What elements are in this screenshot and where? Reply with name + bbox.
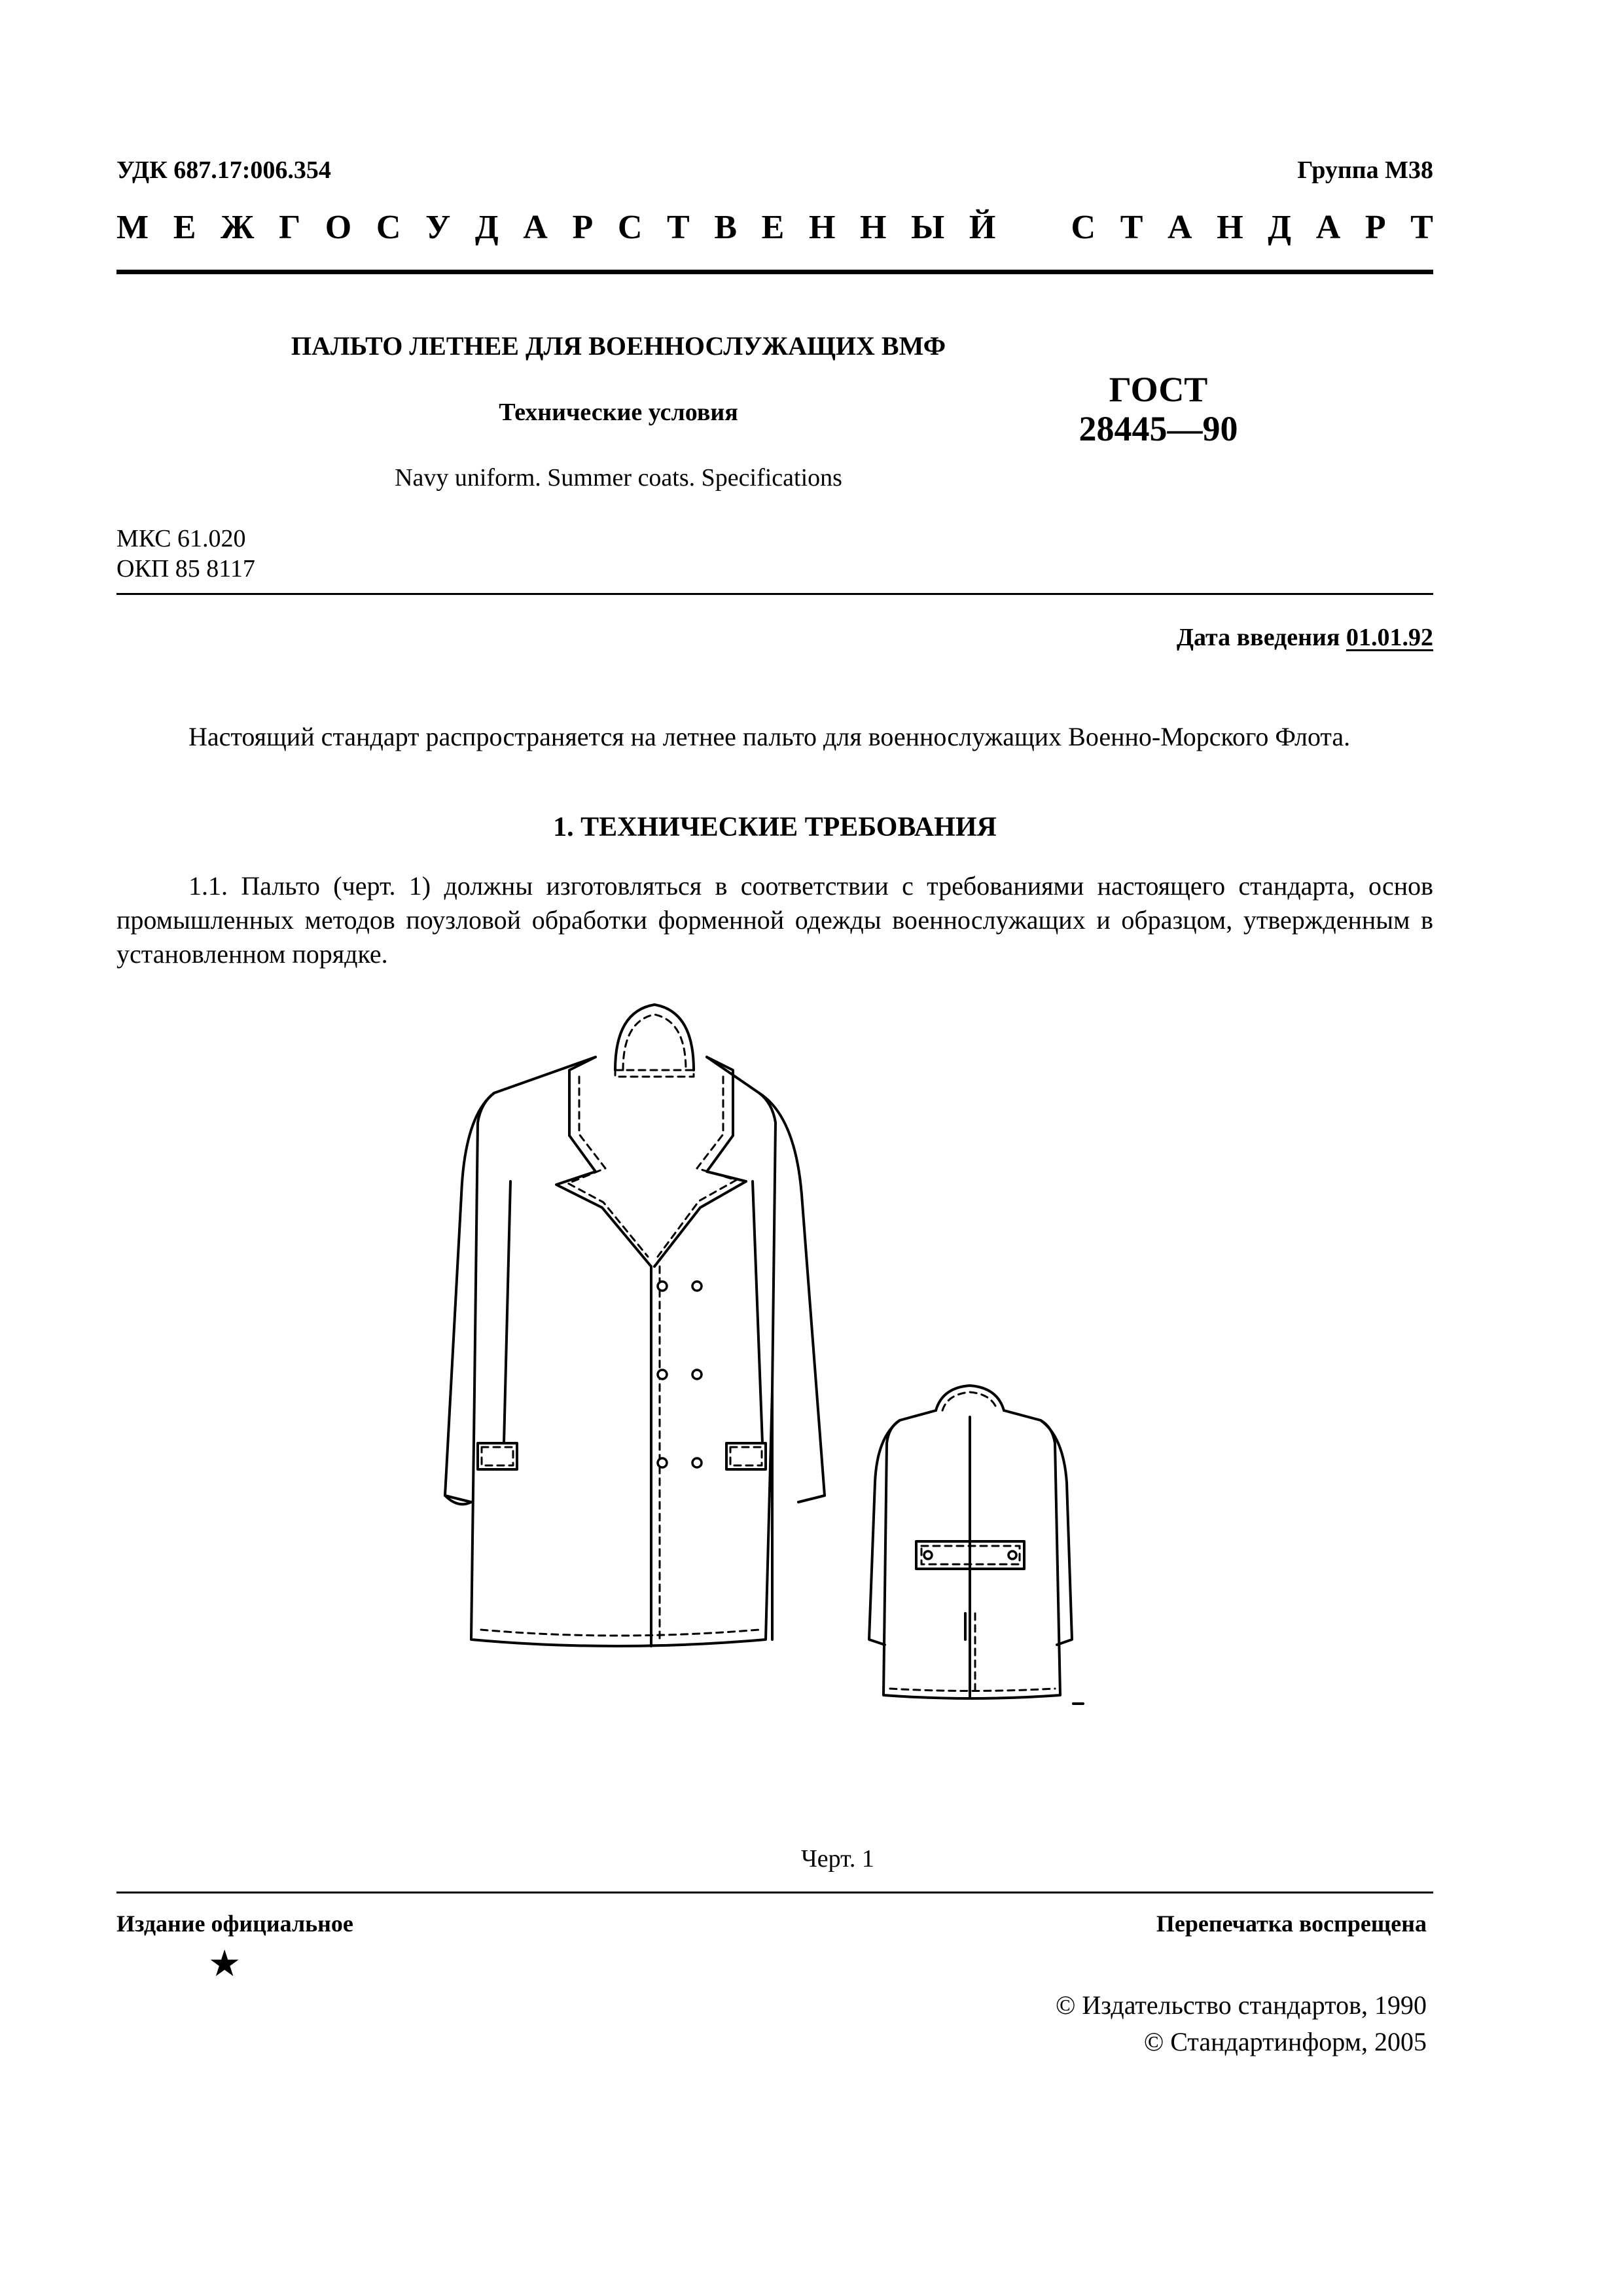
heading-letter: Р (572, 209, 594, 246)
document-subtitle: Технические условия (499, 399, 738, 426)
heading-letter: Н (860, 209, 887, 246)
heading-letter: А (523, 209, 548, 246)
mks-code: МКС 61.020 (116, 525, 246, 552)
left-lapel (556, 1057, 651, 1266)
back-belt-button (924, 1551, 932, 1559)
heading-letter: Т (1410, 209, 1433, 246)
effective-date-value: 01.01.92 (1346, 624, 1433, 651)
intro-paragraph: Настоящий стандарт распространяется на летнее пальто для военнослужащих Военно-Морского Флота. (188, 722, 1351, 751)
heading-letter: Т (1120, 209, 1143, 246)
okp-code: ОКП 85 8117 (116, 555, 255, 583)
back-collar (936, 1386, 1004, 1410)
right-lapel (654, 1057, 746, 1266)
front-button (658, 1282, 667, 1291)
copyright-line-2: © Стандартинформ, 2005 (1143, 2027, 1427, 2056)
classification-codes (116, 524, 255, 584)
effective-date-label: Дата введения (1176, 624, 1340, 651)
group-code: Группа М38 (1297, 156, 1433, 184)
document-title: ПАЛЬТО ЛЕТНЕЕ ДЛЯ ВОЕННОСЛУЖАЩИХ ВМФ (291, 331, 946, 361)
front-button (658, 1458, 667, 1467)
coat-front-view (445, 1005, 825, 1646)
heading-letter: М (116, 209, 149, 246)
gost-number: 28445—90 (1079, 409, 1238, 448)
heading-letter: Н (1217, 209, 1243, 246)
heading-letter: С (376, 209, 401, 246)
effective-date (1177, 623, 1433, 652)
gost-label: ГОСТ (1109, 370, 1208, 409)
coat-drawing-figure (419, 985, 1126, 1836)
udk-code: УДК 687.17:006.354 (116, 156, 331, 184)
back-belt-button (1008, 1551, 1016, 1559)
figure-caption: Черт. 1 (801, 1845, 874, 1873)
heading-letter: В (714, 209, 738, 246)
heading-letter: С (617, 209, 643, 246)
front-button (658, 1370, 667, 1379)
heading-letter: У (425, 209, 451, 246)
clause-1-1: 1.1. Пальто (черт. 1) должны изготовляться в соответствии с требованиями настоящего стандарта, основ промышленных методов поузловой обработки форменной одежды военнослужащих и образцом, утвержденным в установленном порядке. (116, 871, 1433, 969)
gost-designation (1021, 370, 1296, 448)
copyright-line-1: © Издательство стандартов, 1990 (1055, 1990, 1427, 2020)
front-button (692, 1370, 702, 1379)
heading-letter: Е (761, 209, 785, 246)
codes-rule (116, 593, 1433, 595)
heading-word-gap (1020, 208, 1046, 247)
heading-letter: О (325, 209, 352, 246)
right-sleeve (759, 1093, 825, 1502)
interstate-standard-heading (116, 208, 1433, 247)
collar-stand (615, 1005, 694, 1070)
reprint-prohibited-label: Перепечатка воспрещена (1156, 1910, 1427, 1937)
heading-letter: Ы (911, 209, 945, 246)
star-icon: ★ (208, 1944, 241, 1984)
section-1-heading: 1. ТЕХНИЧЕСКИЕ ТРЕБОВАНИЯ (553, 812, 997, 842)
heading-letter: Р (1364, 209, 1386, 246)
coat-back-view (869, 1386, 1083, 1704)
heading-letter: Т (667, 209, 690, 246)
heading-letter: А (1168, 209, 1192, 246)
heading-letter: Е (173, 209, 196, 246)
front-button (692, 1282, 702, 1291)
heading-letter: Й (969, 209, 996, 246)
header-rule (116, 270, 1433, 274)
heading-letter: Н (808, 209, 836, 246)
english-title: Navy uniform. Summer coats. Specifications (395, 464, 842, 492)
left-sleeve (445, 1093, 494, 1502)
heading-letter: Г (279, 209, 301, 246)
official-edition-label: Издание официальное (116, 1910, 353, 1937)
heading-letter: Ж (221, 209, 255, 246)
heading-letter: Д (474, 209, 499, 246)
footer-rule (116, 1892, 1433, 1893)
coat-body-outline (471, 1057, 776, 1646)
heading-letter: С (1071, 209, 1096, 246)
heading-letter: А (1315, 209, 1341, 246)
heading-letter: Д (1268, 209, 1292, 246)
back-body-outline (883, 1410, 1060, 1698)
front-button (692, 1458, 702, 1467)
